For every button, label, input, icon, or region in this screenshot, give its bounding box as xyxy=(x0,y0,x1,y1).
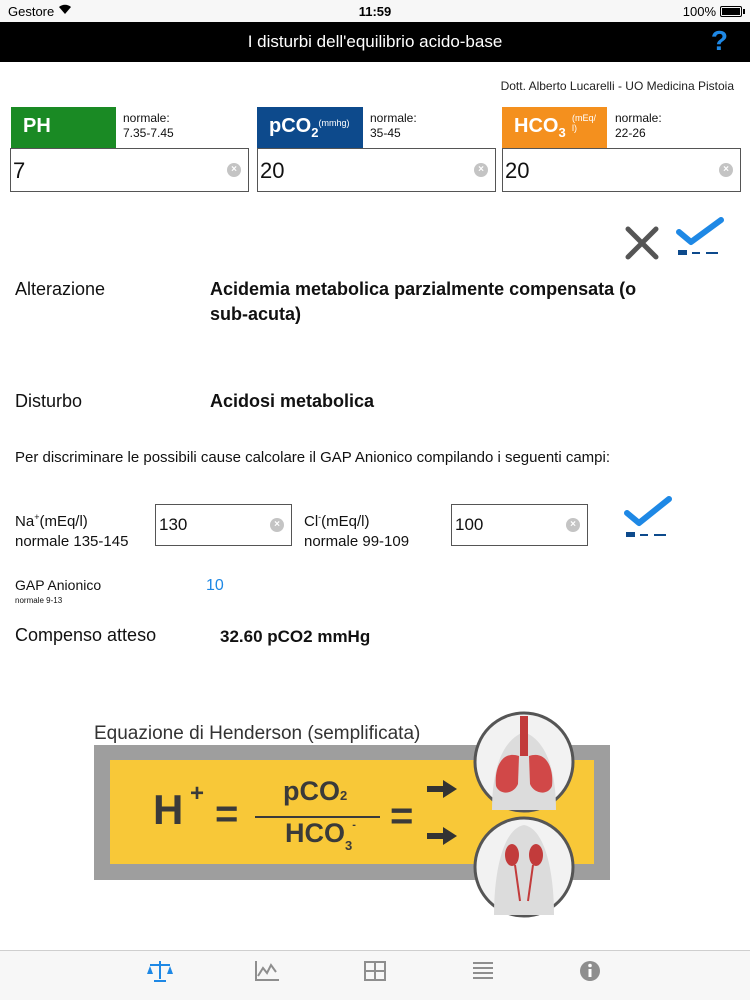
ph-header: PH xyxy=(11,107,116,149)
alterazione-value: Acidemia metabolica parzialmente compensata (o sub-acuta) xyxy=(210,279,637,324)
clear-icon[interactable]: × xyxy=(566,518,580,532)
na-label: Na+(mEq/l) normale 135-145 xyxy=(15,512,129,550)
hco3-input[interactable]: 20 × xyxy=(502,148,741,192)
compenso-value: 32.60 pCO2 mmHg xyxy=(220,627,371,646)
arrow-right-icon xyxy=(425,825,459,847)
compenso-label: Compenso atteso xyxy=(15,625,157,645)
ph-normal-range: normale: 7.35-7.45 xyxy=(123,111,174,140)
grid-icon[interactable] xyxy=(361,959,389,983)
carrier-name: Gestore xyxy=(8,4,55,19)
instruction-text: Per discriminare le possibili cause calcolare il GAP Anionico compilando i seguenti campi: xyxy=(15,449,611,466)
disturbo-value: Acidosi metabolica xyxy=(210,391,375,411)
hco3-normal-range: normale: 22-26 xyxy=(615,111,662,140)
clear-icon[interactable]: × xyxy=(227,163,241,177)
pco2-normal-range: normale: 35-45 xyxy=(370,111,417,140)
balance-icon[interactable] xyxy=(146,959,174,983)
equation-numerator: pCO2 xyxy=(283,776,348,806)
list-icon[interactable] xyxy=(469,959,497,983)
gap-label: GAP Anionico xyxy=(15,577,102,593)
equation-h-plus: + xyxy=(190,780,205,807)
hco3-header: $HCO_3$ (mEq/ l) xyxy=(502,107,607,149)
clock: 11:59 xyxy=(358,4,392,19)
clear-icon[interactable]: × xyxy=(270,518,284,532)
pco2-input[interactable]: 20 × xyxy=(257,148,496,192)
alterazione-label: Alterazione xyxy=(15,279,106,299)
cl-label: Cl-(mEq/l) normale 99-109 xyxy=(304,512,410,550)
equation-equals-2: = xyxy=(390,794,414,838)
cl-input[interactable]: 100 × xyxy=(451,504,588,546)
battery-icon xyxy=(720,6,742,17)
nav-bar xyxy=(0,22,750,62)
na-input[interactable]: 130 × xyxy=(155,504,292,546)
kidneys-icon xyxy=(470,815,578,919)
page-title: I disturbi dell'equilibrio acido-base xyxy=(247,32,503,51)
equation-h: H xyxy=(153,786,184,833)
tab-bar xyxy=(0,950,750,1000)
clear-icon[interactable]: × xyxy=(474,163,488,177)
status-bar xyxy=(0,0,750,22)
author-credit: Dott. Alberto Lucarelli - UO Medicina Pistoia xyxy=(500,79,734,93)
battery-level: 100% xyxy=(682,4,716,19)
disturbo-label: Disturbo xyxy=(15,391,83,411)
arrow-right-icon xyxy=(425,778,459,800)
reset-button[interactable] xyxy=(624,225,660,261)
chart-icon[interactable] xyxy=(253,959,281,983)
help-button[interactable]: ? xyxy=(710,25,728,56)
calculate-button[interactable] xyxy=(675,216,725,258)
equation-title: Equazione di Henderson (semplificata) xyxy=(94,723,421,744)
ph-input[interactable]: 7 × xyxy=(10,148,249,192)
equation-denominator: $HCO_3^-$ xyxy=(285,818,356,853)
info-icon[interactable] xyxy=(576,959,604,983)
gap-normal-range: normale 9-13 xyxy=(15,596,63,605)
gap-value: 10 xyxy=(206,577,224,594)
lungs-icon xyxy=(472,710,576,814)
clear-icon[interactable]: × xyxy=(719,163,733,177)
equation-equals: = xyxy=(215,792,239,836)
calculate-gap-button[interactable] xyxy=(623,495,673,539)
pco2-header: pCO$_2^{(mmhg)}$ xyxy=(257,107,363,149)
